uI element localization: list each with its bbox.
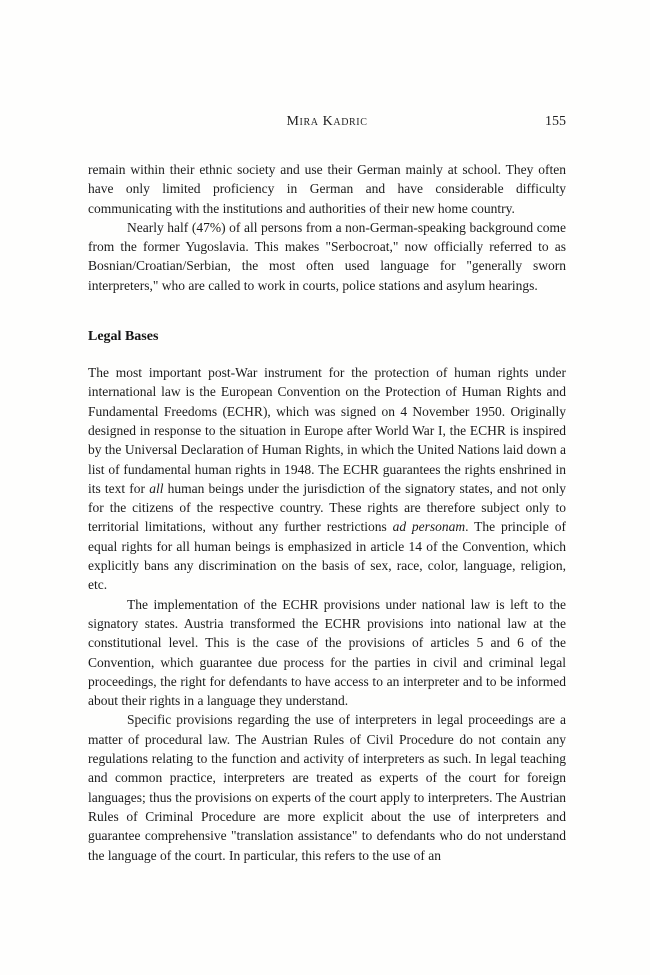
- paragraph-echr-text-1: The most important post-War instrument for the protection of human rights under international law is the European Convention on the Protection of Human Rights and Fundamental Freedoms (ECHR), which was signed on 4 November 1950. Originally designed in response to the situation in Europe after World War I, the ECHR is inspired by the Universal Declaration of Human Rights, in which the United Nations laid down a list of fundamental human rights in 1948. The ECHR guarantees the rights enshrined in its text for: [88, 365, 566, 496]
- page-number: 155: [545, 114, 566, 129]
- paragraph-yugoslavia: Nearly half (47%) of all persons from a non-German-speaking background come from the former Yugoslavia. This makes "Serbocroat," now officially referred to as Bosnian/Croatian/Serbian, the most often used language for "generally sworn interpreters," who are called to work in courts, police stations and asylum hearings.: [88, 219, 566, 293]
- section-heading-legal-bases: Legal Bases: [88, 329, 159, 345]
- paragraph-ethnic-society: remain within their ethnic society and use their German mainly at school. They often have only limited proficiency in German and have considerable difficulty communicating with the institutions and authorities of their new home country.: [88, 162, 566, 216]
- running-header: [88, 114, 566, 134]
- paragraph-echr: [88, 363, 566, 595]
- paragraph-echr-text-2: human beings under the jurisdiction of the signatory states, and not only for the citizens of the respective country. These rights are therefore subject only to territorial limitations, without any further restrictions: [88, 480, 566, 535]
- running-header-author: Mira Kadric: [286, 114, 368, 129]
- italic-all: all: [149, 480, 164, 496]
- paragraph-echr-text-3: . The principle of equal rights for all human beings is emphasized in article 14 of the Convention, which explicitly bans any discrimination on the basis of sex, race, color, language, religion, etc.: [88, 519, 567, 593]
- paragraph-implementation: The implementation of the ECHR provisions under national law is left to the signatory states. Austria transformed the ECHR provisions into national law at the constitutional level. This is the case of the provisions of articles 5 and 6 of the Convention, which guarantee due process for the parties in civil and criminal legal proceedings, the right for defendants to have access to an interpreter and to be informed about their rights in a language they understand.: [88, 596, 566, 709]
- italic-ad-personam: ad personam: [392, 519, 466, 535]
- paragraph-specific-provisions: Specific provisions regarding the use of interpreters in legal proceedings are a matter of procedural law. The Austrian Rules of Civil Procedure do not contain any regulations relating to the function and activity of interpreters as such. In legal teaching and common practice, interpreters are treated as experts of the court for foreign languages; thus the provisions on experts of the court apply to interpreters. The Austrian Rules of Criminal Procedure are more explicit about the use of interpreters and guarantee comprehensive "translation assistance" to defendants who do not understand the language of the court. In particular, this refers to the use of an: [88, 712, 566, 863]
- page-body: [88, 160, 566, 865]
